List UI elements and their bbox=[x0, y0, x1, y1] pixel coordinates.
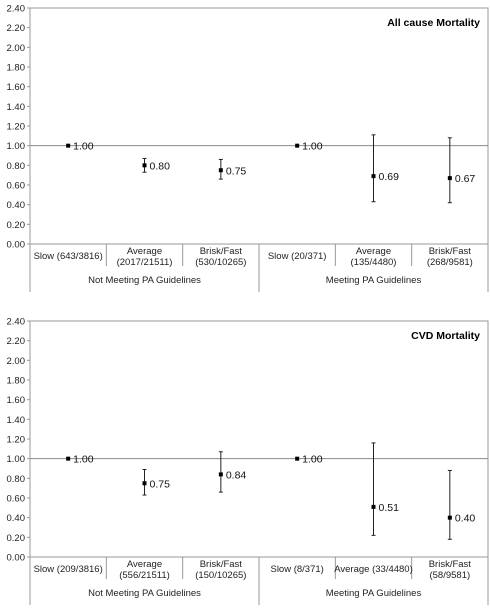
data-point bbox=[295, 457, 299, 461]
category-label: Slow (643/3816) bbox=[33, 251, 103, 262]
value-label: 1.00 bbox=[302, 453, 323, 466]
value-label: 0.69 bbox=[378, 171, 399, 184]
y-tick-label: 1.20 bbox=[6, 434, 25, 446]
value-label: 1.00 bbox=[73, 453, 94, 466]
y-tick-label: 0.60 bbox=[6, 180, 25, 192]
category-label: Brisk/Fast bbox=[428, 246, 471, 257]
value-label: 0.75 bbox=[149, 478, 170, 491]
y-tick-label: 0.00 bbox=[6, 552, 25, 564]
y-tick-label: 1.20 bbox=[6, 121, 25, 133]
group-label: Not Meeting PA Guidelines bbox=[88, 275, 201, 286]
y-tick-label: 2.00 bbox=[6, 355, 25, 367]
y-tick-label: 2.40 bbox=[6, 3, 25, 15]
y-tick-label: 0.40 bbox=[6, 200, 25, 212]
value-label: 0.40 bbox=[454, 512, 476, 525]
data-point bbox=[372, 505, 376, 509]
cvd-mortality-chart bbox=[0, 313, 490, 613]
category-label: (556/21511) bbox=[119, 570, 170, 581]
value-label: 0.80 bbox=[149, 160, 170, 173]
y-tick-label: 2.00 bbox=[6, 42, 25, 54]
data-point bbox=[66, 457, 70, 461]
category-label: Slow (209/3816) bbox=[33, 564, 103, 575]
y-tick-label: 0.40 bbox=[6, 513, 25, 525]
group-label: Not Meeting PA Guidelines bbox=[88, 588, 201, 599]
category-label: (58/9581) bbox=[429, 570, 471, 581]
category-label: (150/10265) bbox=[195, 570, 247, 581]
value-label: 0.75 bbox=[225, 165, 247, 178]
all-cause-mortality-chart bbox=[0, 0, 490, 300]
y-tick-label: 0.80 bbox=[6, 160, 25, 172]
category-label: (268/9581) bbox=[426, 257, 473, 268]
category-label: Brisk/Fast bbox=[199, 559, 242, 570]
data-point bbox=[66, 144, 70, 148]
category-label: Average (33/4480) bbox=[334, 564, 413, 575]
data-point bbox=[448, 176, 452, 180]
y-tick-label: 2.20 bbox=[6, 23, 25, 35]
value-label: 0.84 bbox=[225, 469, 247, 482]
category-label: Slow (20/371) bbox=[267, 251, 327, 262]
category-label: Average bbox=[126, 559, 163, 570]
value-label: 0.51 bbox=[378, 501, 399, 514]
category-label: (2017/21511) bbox=[116, 257, 173, 268]
category-label: Brisk/Fast bbox=[428, 559, 471, 570]
plot-frame bbox=[30, 321, 488, 557]
y-tick-label: 1.80 bbox=[6, 62, 25, 74]
y-tick-label: 0.00 bbox=[6, 239, 25, 251]
category-label: Average bbox=[126, 246, 163, 257]
y-tick-label: 0.80 bbox=[6, 473, 25, 485]
chart-svg bbox=[0, 313, 490, 613]
chart-svg bbox=[0, 0, 490, 300]
y-tick-label: 1.60 bbox=[6, 82, 25, 94]
chart-title: All cause Mortality bbox=[387, 17, 480, 29]
category-label: Slow (8/371) bbox=[270, 564, 324, 575]
data-point bbox=[295, 144, 299, 148]
y-tick-label: 2.20 bbox=[6, 336, 25, 348]
value-label: 0.67 bbox=[454, 173, 476, 186]
category-label: Average bbox=[355, 246, 392, 257]
y-tick-label: 0.20 bbox=[6, 532, 25, 544]
y-tick-label: 0.20 bbox=[6, 219, 25, 231]
chart-title: CVD Mortality bbox=[411, 330, 480, 342]
category-label: (135/4480) bbox=[350, 257, 397, 268]
y-tick-label: 1.40 bbox=[6, 414, 25, 426]
data-point bbox=[143, 481, 147, 485]
y-tick-label: 1.80 bbox=[6, 375, 25, 387]
category-label: (530/10265) bbox=[195, 257, 247, 268]
group-label: Meeting PA Guidelines bbox=[325, 275, 422, 286]
value-label: 1.00 bbox=[73, 140, 94, 153]
plot-frame bbox=[30, 8, 488, 244]
data-point bbox=[219, 168, 223, 172]
y-tick-label: 1.00 bbox=[6, 141, 25, 153]
data-point bbox=[219, 472, 223, 476]
data-point bbox=[448, 516, 452, 520]
y-tick-label: 1.00 bbox=[6, 454, 25, 466]
y-tick-label: 1.40 bbox=[6, 101, 25, 113]
value-label: 1.00 bbox=[302, 140, 323, 153]
data-point bbox=[372, 174, 376, 178]
group-label: Meeting PA Guidelines bbox=[325, 588, 422, 599]
y-tick-label: 2.40 bbox=[6, 316, 25, 328]
data-point bbox=[143, 163, 147, 167]
category-label: Brisk/Fast bbox=[199, 246, 242, 257]
y-tick-label: 0.60 bbox=[6, 493, 25, 505]
y-tick-label: 1.60 bbox=[6, 395, 25, 407]
